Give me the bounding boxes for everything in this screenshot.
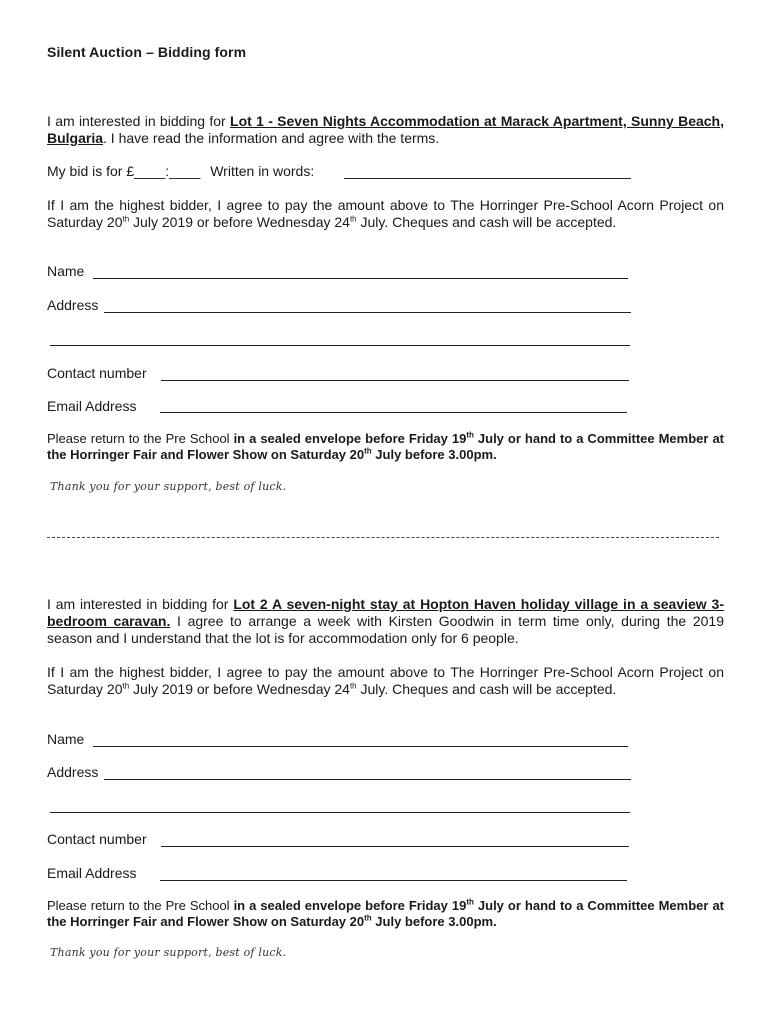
lot2-email-field[interactable] xyxy=(160,880,627,881)
lot2-contact-field[interactable] xyxy=(161,846,629,847)
lot1-return-text: Please return to the Pre School xyxy=(47,431,234,446)
cut-line-divider xyxy=(47,537,719,538)
lot2-return-bold-2: July or hand to a Committee Member at the Horringer Fair and Flower Show on Saturday 20 xyxy=(47,898,725,929)
lot1-return-bold: in a sealed envelope before Friday 19 xyxy=(233,431,467,446)
lot1-words-field[interactable] xyxy=(344,178,631,179)
lot1-address-label: Address xyxy=(47,297,99,313)
lot1-pay-sup: th xyxy=(122,214,130,224)
lot2-return-bold-3: July before 3.00pm. xyxy=(371,914,497,929)
form-title: Silent Auction – Bidding form xyxy=(47,44,247,60)
lot2-intro xyxy=(47,596,724,647)
lot2-name-label: Name xyxy=(47,731,85,747)
lot2-intro-prefix: I am interested in bidding for xyxy=(47,596,234,612)
lot2-pay-text: If I am the highest bidder, I agree to pay the amount above to The Horringer Pre-School Acorn Project on Saturday 20 xyxy=(47,664,724,697)
lot2-pay-text-end: July. Cheques and cash will be accepted. xyxy=(356,681,617,697)
lot2-name-field[interactable] xyxy=(93,746,628,747)
lot2-return-sup-2: th xyxy=(364,913,372,923)
lot1-words-label: Written in words: xyxy=(210,163,315,179)
lot1-payment-terms xyxy=(47,197,724,231)
lot1-name-label: Name xyxy=(47,263,85,279)
lot1-email-field[interactable] xyxy=(160,412,627,413)
lot1-return-sup-2: th xyxy=(364,446,372,456)
lot1-bid-label: My bid is for £____:____ xyxy=(47,163,201,179)
lot1-intro-suffix: . I have read the information and agree with the terms. xyxy=(103,130,440,146)
lot1-return-bold-2: July or hand to a Committee Member at the Horringer Fair and Flower Show on Saturday 20 xyxy=(47,431,725,462)
lot1-contact-field[interactable] xyxy=(161,380,629,381)
lot2-return-text: Please return to the Pre School xyxy=(47,898,234,913)
lot1-title: Lot 1 - Seven Nights Accommodation at Marack Apartment, Sunny Beach, Bulgaria xyxy=(47,113,724,146)
lot2-return-bold: in a sealed envelope before Friday 19 xyxy=(233,898,467,913)
lot1-email-label: Email Address xyxy=(47,398,137,414)
lot2-thanks: Thank you for your support, best of luck. xyxy=(50,946,287,959)
lot2-pay-text-mid: July 2019 or before Wednesday 24 xyxy=(129,681,350,697)
lot1-thanks: Thank you for your support, best of luck. xyxy=(50,480,287,493)
lot1-pay-text: If I am the highest bidder, I agree to pay the amount above to The Horringer Pre-School Acorn Project on Saturday 20 xyxy=(47,197,724,230)
lot2-intro-suffix: I agree to arrange a week with Kirsten Goodwin in term time only, during the 2019 season and I understand that the lot is for accommodation only for 6 people. xyxy=(47,613,724,646)
lot1-pay-sup-2: th xyxy=(349,214,357,224)
lot2-pay-sup: th xyxy=(122,681,130,691)
lot2-return-sup: th xyxy=(466,897,474,907)
lot2-payment-terms xyxy=(47,664,724,698)
lot2-return-instructions xyxy=(47,898,724,930)
lot1-intro xyxy=(47,113,724,147)
lot2-address-label: Address xyxy=(47,764,99,780)
lot1-return-bold-3: July before 3.00pm. xyxy=(371,447,497,462)
lot1-address-field[interactable] xyxy=(104,312,631,313)
lot2-contact-label: Contact number xyxy=(47,831,147,847)
lot1-return-instructions xyxy=(47,431,724,463)
lot1-pay-text-mid: July 2019 or before Wednesday 24 xyxy=(129,214,350,230)
lot2-pay-sup-2: th xyxy=(349,681,357,691)
lot1-contact-label: Contact number xyxy=(47,365,147,381)
lot2-title: Lot 2 A seven-night stay at Hopton Haven holiday village in a seaview 3-bedroom caravan. xyxy=(47,596,724,629)
lot1-return-sup: th xyxy=(466,430,474,440)
lot1-bid-row xyxy=(47,163,314,179)
lot1-address-field-2[interactable] xyxy=(50,345,630,346)
lot2-address-field-2[interactable] xyxy=(50,812,630,813)
lot1-intro-prefix: I am interested in bidding for xyxy=(47,113,231,129)
lot2-email-label: Email Address xyxy=(47,865,137,881)
lot2-address-field[interactable] xyxy=(104,779,631,780)
lot1-pay-text-end: July. Cheques and cash will be accepted. xyxy=(356,214,617,230)
lot1-name-field[interactable] xyxy=(93,278,628,279)
